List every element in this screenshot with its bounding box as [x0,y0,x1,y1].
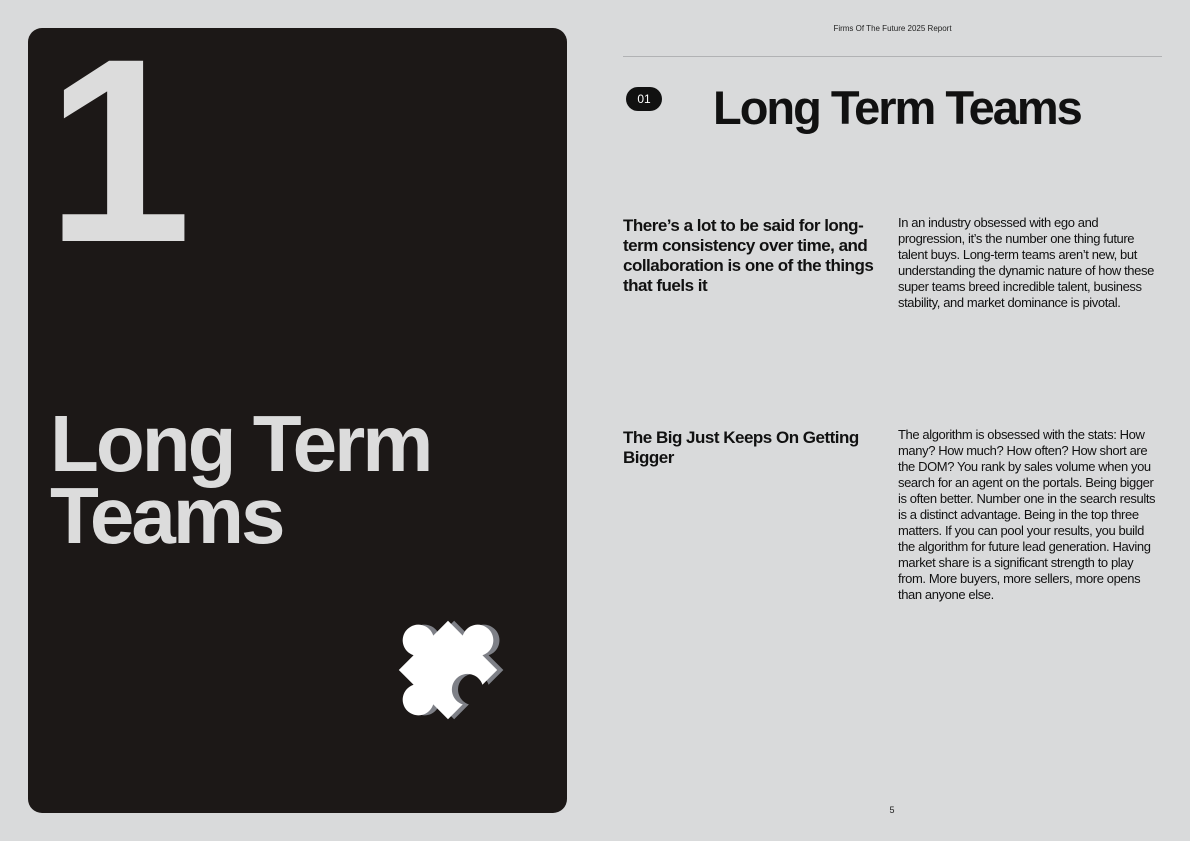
lead-paragraph: There’s a lot to be said for long-term consistency over time, and collaboration is one of the things that fuels it [623,216,874,295]
section-number-badge: 01 [626,87,662,111]
page-number: 5 [889,805,895,815]
body-paragraph: In an industry obsessed with ego and progression, it’s the number one thing future talent buys. Long-term teams aren’t new, but understanding the dynamic nature of how these super teams breed incredible talent, business stability, and market dominance is pivotal. [898,215,1154,310]
header-divider [623,56,1162,57]
running-header: Firms Of The Future 2025 Report [833,24,952,33]
subheading: The Big Just Keeps On Getting Bigger [623,428,859,467]
body-paragraph: The algorithm is obsessed with the stats: How many? How much? How often? How short are the DOM? You rank by sales volume when you search for an agent on the portals. Being bigger is often better. Number one in the search results is a distinct advantage. Being in the top three matters. If you can pool your results, you build the algorithm for future lead generation. Having market share is a significant strength to play from. More buyers, more sellers, more opens than anyone else. [898,427,1156,602]
chapter-cover-panel [28,28,567,813]
puzzle-piece-icon [368,590,528,750]
chapter-title-line: Long Term [50,398,431,488]
chapter-title-line: Teams [50,470,283,560]
chapter-number: 1 [46,28,176,297]
chapter-title [50,398,550,560]
section-title: Long Term Teams [713,81,1081,134]
